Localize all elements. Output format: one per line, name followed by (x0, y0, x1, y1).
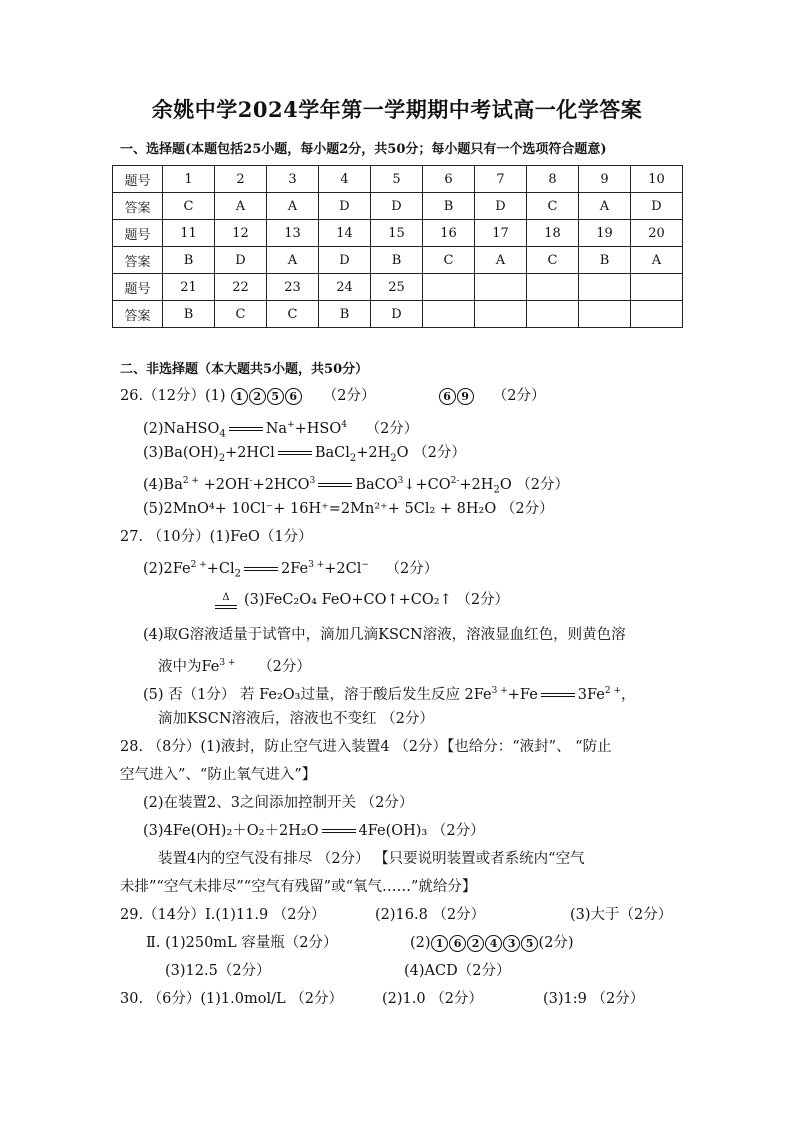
q29-line1c: (3)大于（2分） (570, 907, 673, 923)
table-cell: 9 (579, 166, 631, 193)
equals-sign-icon (229, 427, 263, 431)
table-cell (631, 301, 683, 328)
table-row (113, 274, 683, 301)
table-cell: B (163, 247, 215, 274)
table-cell (423, 274, 475, 301)
table-cell: 24 (319, 274, 371, 301)
table-cell: D (319, 247, 371, 274)
circled-number: 2 (467, 935, 484, 952)
table-cell: 6 (423, 166, 475, 193)
q27-line6: (5) 否（1分） 若 Fe₂O₃过量，溶于酸后发生反应 $2Fe^{3 +}+Fe$ $3Fe^{2 +}$， (143, 686, 636, 703)
table-cell: 7 (475, 166, 527, 193)
circled-number: 6 (285, 388, 302, 405)
q26-line5: (5)2MnO⁴+ 10Cl⁻+ 16H⁺=2Mn²⁺+ 5Cl₂ + 8H₂O （2分） (143, 501, 554, 517)
circled-number: 1 (231, 388, 248, 405)
table-cell: 5 (371, 166, 423, 193)
equals-sign-icon (278, 451, 312, 455)
table-cell: A (215, 193, 267, 220)
table-cell: B (423, 193, 475, 220)
table-cell: 11 (163, 220, 215, 247)
circled-number: 5 (267, 388, 284, 405)
answer-table (112, 165, 683, 328)
q29-circled-order (431, 935, 539, 951)
q27-line1: 27. （10分）(1)FeO（1分） (120, 529, 313, 545)
table-cell: C (215, 301, 267, 328)
table-cell: C (267, 301, 319, 328)
q28-line1: 28. （8分）(1)液封，防止空气进入装置4 （2分）【也给分：“液封”、 “防止 (120, 739, 612, 755)
q29-line3a: (3)12.5（2分） (165, 963, 271, 979)
table-cell: B (579, 247, 631, 274)
table-cell: B (371, 247, 423, 274)
circled-number: 9 (457, 388, 474, 405)
q27-line3: (3)FeC₂O₄ FeO+CO↑+CO₂↑ （2分） (244, 592, 510, 608)
table-cell: 10 (631, 166, 683, 193)
table-cell: 23 (267, 274, 319, 301)
table-cell: 18 (527, 220, 579, 247)
table-cell: 19 (579, 220, 631, 247)
equals-sign-icon (244, 567, 278, 571)
table-cell (579, 274, 631, 301)
q26-line2: (2)NaHSO$_4$ $Na^++HSO^4$ （2分） (143, 420, 419, 440)
q28-line3: (2)在装置2、3之间添加控制开关 （2分） (143, 795, 414, 811)
table-row-header: 答案 (113, 247, 163, 274)
q27-line4: (4)取G溶液适量于试管中，滴加几滴KSCN溶液，溶液显血红色，则黄色溶 (143, 627, 626, 643)
table-row-header: 题号 (113, 274, 163, 301)
table-cell: A (631, 247, 683, 274)
table-cell: 3 (267, 166, 319, 193)
q26-circled-answers-2 (438, 388, 474, 404)
q30-part1: 30. （6分）(1)1.0mol/L （2分） (120, 991, 343, 1007)
table-cell: A (475, 247, 527, 274)
page-title: 余姚中学2024学年第一学期期中考试高一化学答案 (151, 97, 643, 122)
q28-line6: 未排”“空气未排尽”“空气有残留”或“氧气……”就给分】 (120, 879, 477, 895)
table-row-header: 题号 (113, 220, 163, 247)
table-cell (579, 301, 631, 328)
q27-line5: 液中为$Fe^{3 +}$ （2分） (158, 658, 311, 675)
circled-number: 1 (431, 935, 448, 952)
table-row (113, 247, 683, 274)
table-cell: C (163, 193, 215, 220)
equals-sign-icon (318, 483, 352, 487)
table-row (113, 301, 683, 328)
table-row (113, 166, 683, 193)
q26-circled-answers-1 (230, 388, 302, 404)
table-cell (527, 301, 579, 328)
q26-line4: $(4)Ba^{2 +} +2OH^-+2HCO^3$ $BaCO^3↓+CO^{2-}+2H_2O$ （2分） (143, 476, 570, 496)
equals-sign-icon (322, 829, 356, 833)
table-cell: 4 (319, 166, 371, 193)
table-cell: A (267, 247, 319, 274)
table-cell: D (371, 301, 423, 328)
circled-number: 6 (439, 388, 456, 405)
q28-line2: 空气进入”、“防止氧气进入”】 (120, 767, 317, 783)
q29-line1b: (2)16.8 （2分） (375, 907, 486, 923)
circled-number: 2 (249, 388, 266, 405)
q26-line1: 26.（12分）(1) 1 2 5 6 （2分） 6 9 （2分） (120, 388, 546, 404)
circled-number: 3 (503, 935, 520, 952)
table-row-header: 题号 (113, 166, 163, 193)
table-cell: D (319, 193, 371, 220)
table-cell (475, 301, 527, 328)
table-row (113, 220, 683, 247)
table-cell: D (631, 193, 683, 220)
table-cell: D (475, 193, 527, 220)
table-cell: 25 (371, 274, 423, 301)
table-cell: A (579, 193, 631, 220)
q29-line1a: 29.（14分）Ⅰ.(1)11.9 （2分） (120, 907, 326, 923)
table-cell: 17 (475, 220, 527, 247)
table-cell: C (527, 193, 579, 220)
table-cell: D (371, 193, 423, 220)
table-cell: 16 (423, 220, 475, 247)
q30-part3: (3)1:9 （2分） (543, 991, 645, 1007)
table-cell: A (267, 193, 319, 220)
circled-number: 6 (449, 935, 466, 952)
table-cell: 14 (319, 220, 371, 247)
table-cell (475, 274, 527, 301)
table-cell: 8 (527, 166, 579, 193)
table-cell (423, 301, 475, 328)
q29-line3b: (4)ACD（2分） (404, 963, 511, 979)
table-cell: 12 (215, 220, 267, 247)
q28-line4: (3)4Fe(OH)₂＋O₂＋2H₂O 4Fe(OH)₃ （2分） (143, 823, 485, 839)
table-cell (527, 274, 579, 301)
section-2-heading: 二、非选择题（本大题共5小题，共50分） (120, 362, 369, 377)
circled-number: 4 (485, 935, 502, 952)
table-cell (631, 274, 683, 301)
q29-line2b: (2) 1 6 2 4 3 5 (2分) (410, 935, 574, 951)
table-row-header: 答案 (113, 301, 163, 328)
table-cell: 2 (215, 166, 267, 193)
table-cell: B (319, 301, 371, 328)
table-cell: C (423, 247, 475, 274)
heating-condition-mark: Δ (215, 592, 237, 609)
table-cell: 20 (631, 220, 683, 247)
table-cell: 22 (215, 274, 267, 301)
table-cell: C (527, 247, 579, 274)
q27-line7: 滴加KSCN溶液后，溶液也不变红 （2分） (158, 711, 434, 727)
q30-part2: (2)1.0 （2分） (382, 991, 483, 1007)
section-1-heading: 一、选择题(本题包括25小题，每小题2分，共50分；每小题只有一个选项符合题意) (120, 142, 607, 157)
table-cell: B (163, 301, 215, 328)
q26-line3: $(3)Ba(OH)_2+2HCl$ $BaCl_2+2H_2O$ （2分） (143, 445, 466, 464)
table-cell: 1 (163, 166, 215, 193)
table-row-header: 答案 (113, 193, 163, 220)
q29-line2a: Ⅱ. (1)250mL 容量瓶（2分） (146, 935, 338, 951)
q27-line2: $(2)2Fe^{2 +}+Cl_2$ $2Fe^{3 +}+2Cl^-$ （2分） (143, 560, 439, 580)
table-cell: 13 (267, 220, 319, 247)
table-cell: 21 (163, 274, 215, 301)
equals-sign-icon (541, 693, 575, 697)
table-cell: D (215, 247, 267, 274)
circled-number: 5 (521, 935, 538, 952)
table-row (113, 193, 683, 220)
q28-line5: 装置4内的空气没有排尽 （2分） 【只要说明装置或者系统内“空气 (158, 851, 585, 867)
table-cell: 15 (371, 220, 423, 247)
